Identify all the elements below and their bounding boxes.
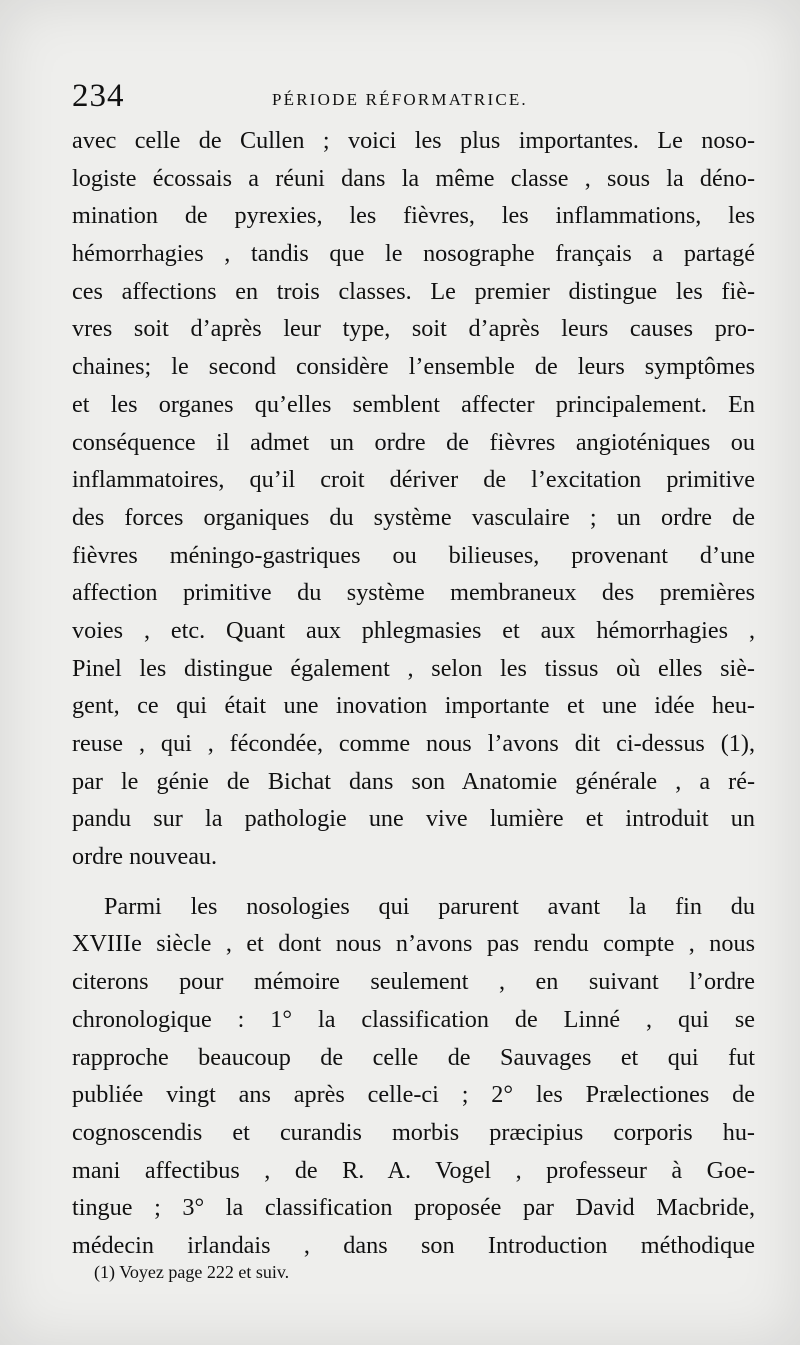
text-line: ces affections en trois classes. Le premier distingue les fiè- bbox=[72, 277, 755, 305]
text-line: et les organes qu’elles semblent affecter principalement. En bbox=[72, 390, 755, 418]
text-line: citerons pour mémoire seulement , en suivant l’ordre bbox=[72, 968, 755, 996]
text-line: chaines; le second considère l’ensemble de leurs symptômes bbox=[72, 353, 755, 381]
text-line: cognoscendis et curandis morbis præcipius corporis hu- bbox=[72, 1118, 755, 1146]
text-line: logiste écossais a réuni dans la même classe , sous la déno- bbox=[72, 164, 755, 192]
text-line: rapproche beaucoup de celle de Sauvages et qui fut bbox=[72, 1043, 755, 1071]
text-line: affection primitive du système membraneux des premières bbox=[72, 579, 755, 607]
text-line: mani affectibus , de R. A. Vogel , professeur à Goe- bbox=[72, 1156, 755, 1184]
page-number: 234 bbox=[72, 78, 125, 114]
text-line: gent, ce qui était une inovation importante et une idée heu- bbox=[72, 692, 755, 720]
text-line: chronologique : 1° la classification de Linné , qui se bbox=[72, 1005, 755, 1033]
footnote bbox=[94, 1262, 289, 1283]
text-line: reuse , qui , fécondée, comme nous l’avons dit ci-dessus (1), bbox=[72, 730, 755, 757]
text-line: voies , etc. Quant aux phlegmasies et aux hémorrhagies , bbox=[72, 616, 755, 644]
text-line: tingue ; 3° la classification proposée par David Macbride, bbox=[72, 1194, 755, 1222]
text-line: ordre nouveau. bbox=[72, 843, 218, 871]
chapter-title: PÉRIODE RÉFORMATRICE. bbox=[272, 90, 528, 109]
text-line: fièvres méningo-gastriques ou bilieuses, provenant d’une bbox=[72, 541, 755, 569]
text-line: avec celle de Cullen ; voici les plus importantes. Le noso- bbox=[72, 127, 755, 154]
paragraph-2 bbox=[72, 888, 755, 1265]
text-line: pandu sur la pathologie une vive lumière et introduit un bbox=[72, 805, 755, 833]
text-line: Pinel les distingue également , selon les tissus où elles siè- bbox=[72, 654, 755, 682]
text-line: médecin irlandais , dans son Introduction méthodique bbox=[72, 1231, 755, 1259]
text-line: mination de pyrexies, les fièvres, les inflammations, les bbox=[72, 202, 755, 230]
paragraph-1 bbox=[72, 122, 755, 876]
text-line: Parmi les nosologies qui parurent avant la fin du bbox=[104, 892, 755, 920]
running-head bbox=[72, 78, 762, 118]
footnote-marker: (1) bbox=[94, 1262, 115, 1282]
text-line: hémorrhagies , tandis que le nosographe français a partagé bbox=[72, 240, 755, 268]
text-line: par le génie de Bichat dans son Anatomie générale , a ré- bbox=[72, 767, 755, 795]
text-line: publiée vingt ans après celle-ci ; 2° les Prælectiones de bbox=[72, 1081, 755, 1109]
text-line: inflammatoires, qu’il croit dériver de l’excitation primitive bbox=[72, 466, 755, 494]
text-line: des forces organiques du système vasculaire ; un ordre de bbox=[72, 503, 755, 531]
body-text bbox=[72, 122, 755, 1265]
text-line: conséquence il admet un ordre de fièvres angioténiques ou bbox=[72, 428, 755, 456]
text-line: XVIIIe siècle , et dont nous n’avons pas rendu compte , nous bbox=[72, 930, 755, 958]
footnote-text: Voyez page 222 et suiv. bbox=[119, 1262, 290, 1282]
text-line: vres soit d’après leur type, soit d’après leurs causes pro- bbox=[72, 315, 755, 343]
